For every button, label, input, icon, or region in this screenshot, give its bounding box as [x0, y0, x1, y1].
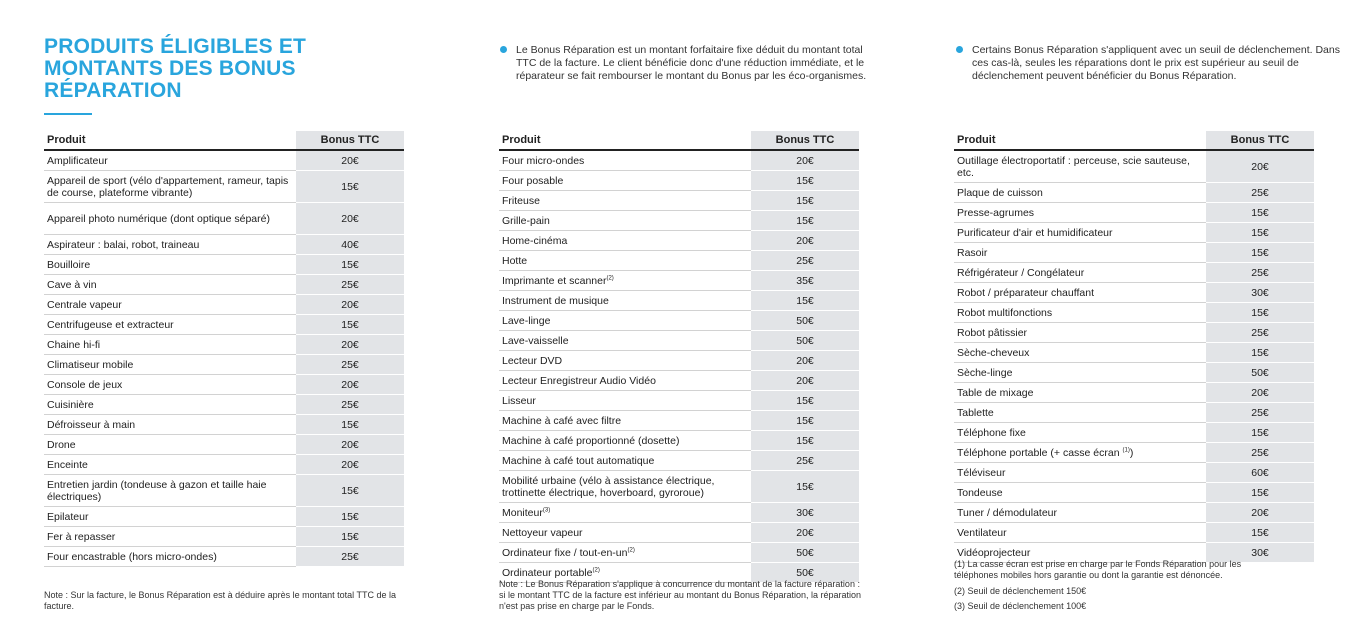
- bonus-table-1: [44, 131, 404, 567]
- table-row: [499, 391, 859, 411]
- product-name: Drone: [44, 435, 296, 455]
- footnote-ref: (2): [606, 275, 614, 281]
- bonus-value: 20€: [296, 455, 404, 475]
- table-row: [499, 351, 859, 371]
- table-row: [954, 443, 1314, 463]
- table-row: [499, 311, 859, 331]
- product-name: Téléphone fixe: [954, 423, 1206, 443]
- table-row: [954, 403, 1314, 423]
- product-name: Hotte: [499, 251, 751, 271]
- bullet-dot-icon: [500, 46, 507, 53]
- table-row: [499, 543, 859, 563]
- table-row: [499, 431, 859, 451]
- bonus-value: 15€: [296, 415, 404, 435]
- product-name: Cuisinière: [44, 395, 296, 415]
- table-row: [499, 231, 859, 251]
- title-underline: [44, 113, 92, 115]
- product-name: Bouilloire: [44, 255, 296, 275]
- product-name: Plaque de cuisson: [954, 183, 1206, 203]
- product-name: Lecteur Enregistreur Audio Vidéo: [499, 371, 751, 391]
- table-row: [499, 471, 859, 503]
- product-name: Four micro-ondes: [499, 150, 751, 171]
- bonus-value: 15€: [296, 255, 404, 275]
- product-name: Friteuse: [499, 191, 751, 211]
- bonus-value: 20€: [751, 523, 859, 543]
- bonus-value: 15€: [1206, 243, 1314, 263]
- header-bonus: Bonus TTC: [751, 131, 859, 150]
- product-name: Appareil photo numérique (dont optique séparé): [44, 203, 296, 235]
- table-row: [954, 323, 1314, 343]
- product-name: Moniteur$^{(3)}$: [499, 503, 751, 523]
- product-name: Entretien jardin (tondeuse à gazon et taille haie électriques): [44, 475, 296, 507]
- table-row: [44, 255, 404, 275]
- footnote-2: (2) Seuil de déclenchement 150€: [954, 586, 1087, 596]
- table-row: [499, 171, 859, 191]
- table-row: [499, 523, 859, 543]
- bonus-value: 20€: [751, 231, 859, 251]
- table-row: [954, 383, 1314, 403]
- product-name: Home-cinéma: [499, 231, 751, 251]
- bonus-value: 20€: [296, 335, 404, 355]
- product-name: Climatiseur mobile: [44, 355, 296, 375]
- table-row: [44, 335, 404, 355]
- table-row: [44, 355, 404, 375]
- product-name: Sèche-linge: [954, 363, 1206, 383]
- bullet-threshold: [956, 44, 1342, 83]
- bullet-bonus-definition: [500, 44, 876, 83]
- table-row: [44, 507, 404, 527]
- bonus-value: 15€: [1206, 223, 1314, 243]
- note-coverage: Note : Le Bonus Réparation s'applique à concurrence du montant de la facture réparation : si le montant TTC de la facture est inférieur au montant du Bonus Réparation, la réparation n'est pas prise en charge par le Fonds.: [499, 579, 862, 611]
- bonus-value: 20€: [296, 375, 404, 395]
- product-name: Centrale vapeur: [44, 295, 296, 315]
- table-row: [499, 150, 859, 171]
- footnote-3: (3) Seuil de déclenchement 100€: [954, 601, 1087, 611]
- table-row: [954, 423, 1314, 443]
- bonus-value: 25€: [751, 251, 859, 271]
- bonus-value: 20€: [1206, 503, 1314, 523]
- table-row: [954, 150, 1314, 183]
- product-name: Robot multifonctions: [954, 303, 1206, 323]
- product-name: Enceinte: [44, 455, 296, 475]
- bonus-value: 15€: [751, 471, 859, 503]
- table-row: [44, 415, 404, 435]
- bonus-value: 50€: [751, 543, 859, 563]
- product-name: Grille-pain: [499, 211, 751, 231]
- bonus-value: 15€: [1206, 523, 1314, 543]
- bonus-value: 25€: [296, 275, 404, 295]
- product-name: Ordinateur fixe / tout-$en-un^{(2)}$: [499, 543, 751, 563]
- bonus-value: 15€: [751, 171, 859, 191]
- header-bonus: Bonus TTC: [1206, 131, 1314, 150]
- header-product: Produit: [499, 131, 751, 150]
- product-name: Fer à repasser: [44, 527, 296, 547]
- table-row: [954, 223, 1314, 243]
- bonus-value: 20€: [296, 150, 404, 171]
- product-name: Chaine hi-fi: [44, 335, 296, 355]
- product-name: Ventilateur: [954, 523, 1206, 543]
- table-row: [499, 371, 859, 391]
- table-row: [954, 483, 1314, 503]
- table-row: [44, 435, 404, 455]
- bonus-value: 25€: [296, 355, 404, 375]
- bonus-value: 15€: [751, 411, 859, 431]
- product-name: Four encastrable (hors micro-ondes): [44, 547, 296, 567]
- product-name: Défroisseur à main: [44, 415, 296, 435]
- table-row: [954, 183, 1314, 203]
- bonus-value: 25€: [1206, 443, 1314, 463]
- product-name: Machine à café tout automatique: [499, 451, 751, 471]
- bonus-value: 35€: [751, 271, 859, 291]
- footnote-ref: (2): [592, 567, 600, 573]
- bullet-text: Le Bonus Réparation est un montant forfaitaire fixe déduit du montant total TTC de la facture. Le client bénéficie donc d'une réduction immédiate, et le réparateur se fait rembourser le montant du Bonus par les éco-organismes.: [516, 44, 867, 82]
- bonus-value: 50€: [1206, 363, 1314, 383]
- product-name: Lave-vaisselle: [499, 331, 751, 351]
- bonus-value: 20€: [1206, 150, 1314, 183]
- table-row: [44, 315, 404, 335]
- product-name: Lecteur DVD: [499, 351, 751, 371]
- product-name: Robot / préparateur chauffant: [954, 283, 1206, 303]
- table-row: [954, 203, 1314, 223]
- table-row: [44, 375, 404, 395]
- footnote-1: (1) La casse écran est prise en charge par le Fonds Réparation pour les téléphones mobiles hors garantie ou dont la garantie est dénoncée.: [954, 559, 1242, 580]
- bonus-value: 25€: [1206, 403, 1314, 423]
- table-row: [954, 503, 1314, 523]
- table-row: [44, 527, 404, 547]
- bonus-value: 25€: [1206, 263, 1314, 283]
- product-name: Tablette: [954, 403, 1206, 423]
- product-name: Mobilité urbaine (vélo à assistance électrique, trottinette électrique, hoverboard, gyroroue): [499, 471, 751, 503]
- bonus-value: 15€: [1206, 423, 1314, 443]
- product-name: Lave-linge: [499, 311, 751, 331]
- table-row: [44, 171, 404, 203]
- header-bonus: Bonus TTC: [296, 131, 404, 150]
- bonus-value: 15€: [751, 391, 859, 411]
- table-row: [954, 363, 1314, 383]
- bonus-value: 25€: [1206, 183, 1314, 203]
- product-name: Centrifugeuse et extracteur: [44, 315, 296, 335]
- bonus-value: 20€: [751, 351, 859, 371]
- table-row: [44, 547, 404, 567]
- table-row: [499, 291, 859, 311]
- product-name: Réfrigérateur / Congélateur: [954, 263, 1206, 283]
- bullet-text: Certains Bonus Réparation s'appliquent avec un seuil de déclenchement. Dans ces cas-là, seules les réparations dont le prix est supérieur au seuil de déclenchement peuvent bénéficier du Bonus Réparation.: [972, 44, 1340, 82]
- product-name: Rasoir: [954, 243, 1206, 263]
- product-name: Tuner / démodulateur: [954, 503, 1206, 523]
- table-row: [954, 523, 1314, 543]
- product-name: Appareil de sport (vélo d'appartement, rameur, tapis de course, plateforme vibrante): [44, 171, 296, 203]
- bonus-value: 20€: [296, 203, 404, 235]
- product-name: Purificateur d'air et humidificateur: [954, 223, 1206, 243]
- product-name: Tondeuse: [954, 483, 1206, 503]
- bonus-value: 15€: [296, 475, 404, 507]
- bonus-value: 60€: [1206, 463, 1314, 483]
- product-name: Téléviseur: [954, 463, 1206, 483]
- bonus-value: 15€: [296, 507, 404, 527]
- table-row: [954, 243, 1314, 263]
- product-name: Presse-agrumes: [954, 203, 1206, 223]
- bonus-table-3: [954, 131, 1314, 563]
- table-row: [954, 303, 1314, 323]
- bonus-value: 25€: [1206, 323, 1314, 343]
- bonus-value: 50€: [751, 331, 859, 351]
- table-row: [499, 411, 859, 431]
- table-row: [499, 211, 859, 231]
- table-row: [44, 275, 404, 295]
- table-row: [44, 235, 404, 255]
- product-name: Sèche-cheveux: [954, 343, 1206, 363]
- bonus-value: 25€: [296, 547, 404, 567]
- product-name: Console de jeux: [44, 375, 296, 395]
- table-row: [499, 451, 859, 471]
- product-name: Robot pâtissier: [954, 323, 1206, 343]
- product-name: Lisseur: [499, 391, 751, 411]
- bonus-table-2: [499, 131, 859, 583]
- product-name: Table de mixage: [954, 383, 1206, 403]
- bonus-value: 15€: [296, 315, 404, 335]
- header-product: Produit: [44, 131, 296, 150]
- bonus-value: 15€: [296, 171, 404, 203]
- bonus-value: 15€: [1206, 303, 1314, 323]
- product-name: Epilateur: [44, 507, 296, 527]
- product-name: Machine à café avec filtre: [499, 411, 751, 431]
- table-row: [499, 503, 859, 523]
- bonus-value: 15€: [751, 431, 859, 451]
- table-row: [44, 395, 404, 415]
- footnote-ref: (2): [627, 547, 635, 553]
- bonus-value: 50€: [751, 311, 859, 331]
- table-row: [44, 203, 404, 235]
- bonus-value: 15€: [296, 527, 404, 547]
- note-invoice: Note : Sur la facture, le Bonus Réparation est à déduire après le montant total TTC de la facture.: [44, 590, 397, 611]
- bonus-value: 30€: [1206, 283, 1314, 303]
- bonus-value: 20€: [296, 295, 404, 315]
- bonus-value: 25€: [751, 451, 859, 471]
- table-row: [499, 331, 859, 351]
- product-name: Four posable: [499, 171, 751, 191]
- table-row: [44, 295, 404, 315]
- table-row: [954, 283, 1314, 303]
- bonus-value: 15€: [751, 191, 859, 211]
- table-row: [499, 271, 859, 291]
- bonus-value: 15€: [1206, 483, 1314, 503]
- bonus-value: 15€: [1206, 343, 1314, 363]
- product-name: Téléphone portable (+ casse écran $^{(1)}$): [954, 443, 1206, 463]
- product-name: Aspirateur : balai, robot, traineau: [44, 235, 296, 255]
- bullet-dot-icon: [956, 46, 963, 53]
- bonus-value: 15€: [1206, 203, 1314, 223]
- bonus-value: 25€: [296, 395, 404, 415]
- table-row: [44, 455, 404, 475]
- product-name: Cave à vin: [44, 275, 296, 295]
- bonus-value: 20€: [1206, 383, 1314, 403]
- page-title: PRODUITS ÉLIGIBLES ET MONTANTS DES BONUS RÉPARATION: [44, 35, 307, 102]
- product-name: Imprimante et scanner$^{(2)}$: [499, 271, 751, 291]
- bonus-value: 15€: [751, 211, 859, 231]
- product-name: Outillage électroportatif : perceuse, scie sauteuse, etc.: [954, 150, 1206, 183]
- header-product: Produit: [954, 131, 1206, 150]
- bonus-value: 20€: [751, 371, 859, 391]
- product-name: Machine à café proportionné (dosette): [499, 431, 751, 451]
- bonus-value: 15€: [751, 291, 859, 311]
- product-name: Nettoyeur vapeur: [499, 523, 751, 543]
- product-name: Vidéoprojecteur: [954, 543, 1206, 563]
- table-row: [954, 343, 1314, 363]
- product-name: Ordinateur portable$^{(2)}$: [499, 563, 751, 583]
- bonus-value: 40€: [296, 235, 404, 255]
- table-row: [44, 150, 404, 171]
- table-row: [44, 475, 404, 507]
- bonus-value: 30€: [751, 503, 859, 523]
- table-row: [954, 463, 1314, 483]
- product-name: Amplificateur: [44, 150, 296, 171]
- bonus-value: 20€: [296, 435, 404, 455]
- bonus-value: 50€: [751, 563, 859, 583]
- footnote-ref: (3): [542, 507, 551, 513]
- bonus-value: 20€: [751, 150, 859, 171]
- table-row: [954, 263, 1314, 283]
- product-name: Instrument de musique: [499, 291, 751, 311]
- bonus-value: 30€: [1206, 543, 1314, 563]
- table-row: [499, 251, 859, 271]
- table-row: [499, 191, 859, 211]
- footnote-ref: (1): [1122, 447, 1130, 453]
